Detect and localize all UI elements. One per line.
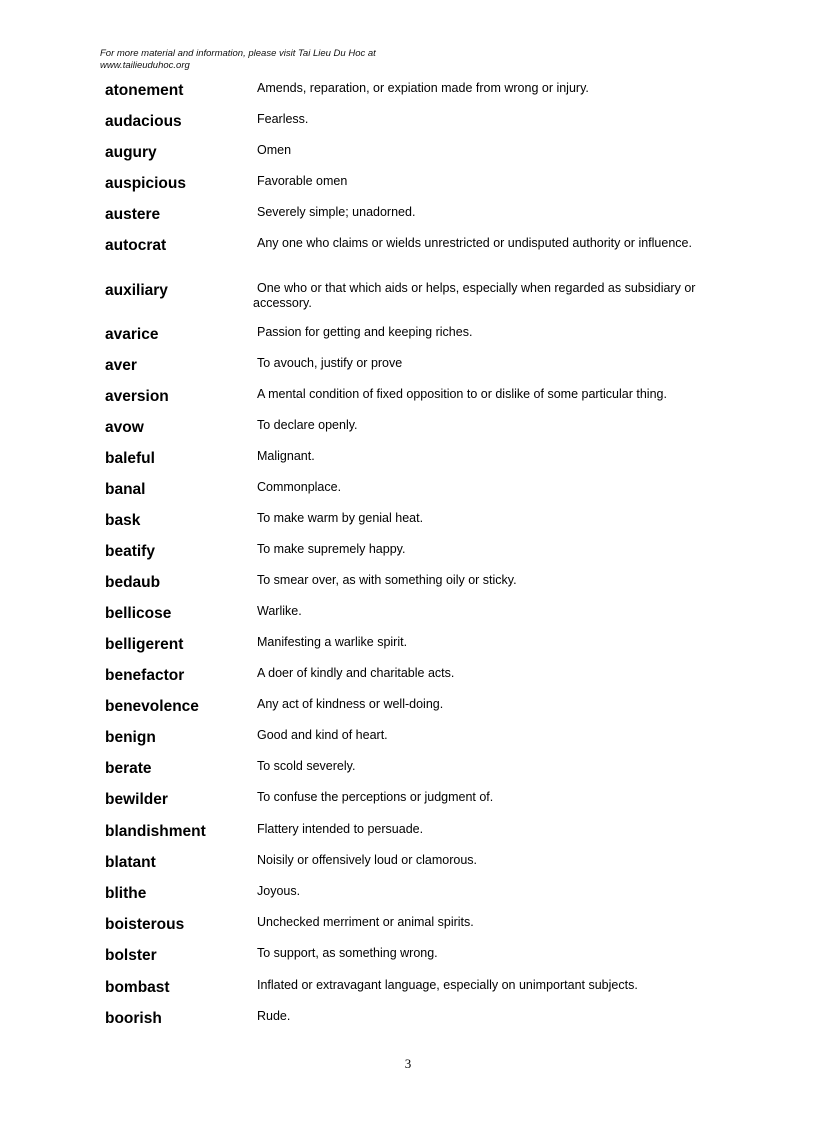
entry-term: benign (105, 729, 156, 746)
entry-term: banal (105, 481, 146, 498)
entry-definition: Joyous. (257, 884, 301, 898)
entry-term: blandishment (105, 823, 206, 840)
entry-definition: Any one who claims or wields unrestricted or undisputed authority or influence. (257, 236, 692, 250)
entry-definition: Severely simple; unadorned. (257, 205, 416, 219)
entry-term: auspicious (105, 175, 186, 192)
entry-definition: Rude. (257, 1009, 291, 1023)
entry-definition: To support, as something wrong. (257, 946, 438, 960)
entry-term: aversion (105, 388, 169, 405)
entry-definition: Commonplace. (257, 480, 342, 494)
entry-definition: Amends, reparation, or expiation made from wrong or injury. (257, 81, 589, 95)
entry-term: bedaub (105, 574, 161, 591)
entry-definition: Favorable omen (257, 174, 348, 188)
page-number: 3 (404, 1056, 412, 1071)
entry-term: avow (105, 419, 144, 436)
entry-definition: Noisily or offensively loud or clamorous. (257, 853, 478, 867)
entry-term: austere (105, 206, 161, 223)
entry-definition: Good and kind of heart. (257, 728, 388, 742)
entry-term: blithe (105, 885, 147, 902)
entry-definition: Manifesting a warlike spirit. (257, 635, 408, 649)
header-line-1: For more material and information, please visit Tai Lieu Du Hoc at (100, 48, 376, 59)
entry-term: beatify (105, 543, 155, 560)
entry-term: bolster (105, 947, 157, 964)
entry-definition: To scold severely. (257, 759, 356, 773)
entry-term: augury (105, 144, 157, 161)
entry-term: belligerent (105, 636, 184, 653)
entry-definition: Malignant. (257, 449, 315, 463)
entry-term: aver (105, 357, 137, 374)
entry-definition: Unchecked merriment or animal spirits. (257, 915, 474, 929)
entry-definition: Passion for getting and keeping riches. (257, 325, 473, 339)
page-header (100, 48, 700, 72)
entry-definition: One who or that which aids or helps, especially when regarded as subsidiary or accessory. (253, 281, 696, 310)
header-link[interactable]: www.tailieuduhoc.org (100, 60, 190, 71)
entry-term: bewilder (105, 791, 168, 808)
entry-term: bombast (105, 979, 170, 996)
entry-definition: Warlike. (257, 604, 302, 618)
entry-definition: Inflated or extravagant language, especially on unimportant subjects. (257, 978, 638, 992)
entry-term: baleful (105, 450, 155, 467)
entry-definition: To make warm by genial heat. (257, 511, 424, 525)
entry-term: bask (105, 512, 141, 529)
entry-term: atonement (105, 82, 184, 99)
entry-definition: Any act of kindness or well-doing. (257, 697, 444, 711)
entry-definition: A mental condition of fixed opposition to or dislike of some particular thing. (257, 387, 667, 401)
entry-term: boorish (105, 1010, 162, 1027)
entry-term: benefactor (105, 667, 185, 684)
entry-definition: Fearless. (257, 112, 309, 126)
entry-definition: To declare openly. (257, 418, 358, 432)
entry-term: auxiliary (105, 282, 168, 299)
entry-term: benevolence (105, 698, 199, 715)
entry-term: bellicose (105, 605, 172, 622)
entry-definition: To make supremely happy. (257, 542, 406, 556)
entry-term: autocrat (105, 237, 167, 254)
entry-term: avarice (105, 326, 159, 343)
entry-definition: To smear over, as with something oily or sticky. (257, 573, 517, 587)
entry-term: boisterous (105, 916, 185, 933)
entry-definition: A doer of kindly and charitable acts. (257, 666, 455, 680)
entry-definition: To confuse the perceptions or judgment of. (257, 790, 494, 804)
entry-definition: Omen (257, 143, 292, 157)
entry-term: berate (105, 760, 152, 777)
entry-definition: Flattery intended to persuade. (257, 822, 424, 836)
entry-term: blatant (105, 854, 156, 871)
entry-definition: To avouch, justify or prove (257, 356, 403, 370)
entry-term: audacious (105, 113, 182, 130)
